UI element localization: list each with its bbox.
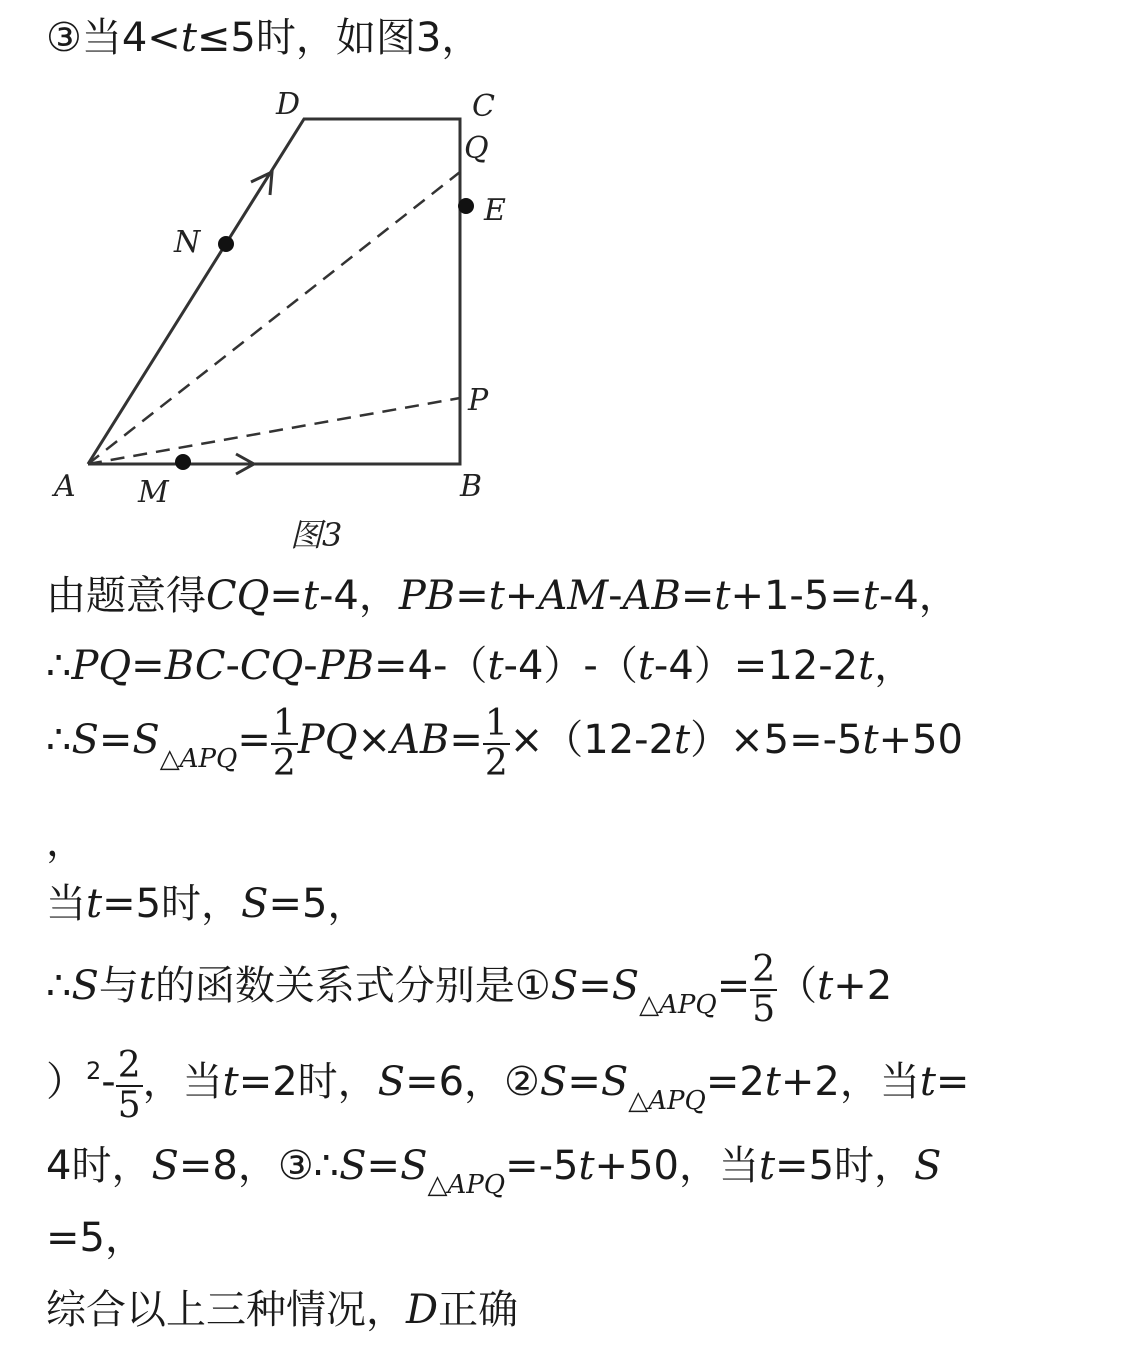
figure-caption: 图3 [290, 516, 343, 554]
solution-line-6: ∴S与t的函数关系式分别是$①S=S_{\triangle APQ}=$ $\frac{2}{5}$ （t+2 [46, 949, 893, 1030]
circled-three: ③ [46, 15, 82, 61]
solution-line-4: ， [46, 819, 86, 865]
label-n: N [174, 225, 201, 260]
label-a: A [54, 469, 76, 504]
label-b: B [460, 469, 483, 504]
solution-line-3: $\therefore S=S_{\triangle APQ}=$ $\frac{1}{2}$ PQ×AB= $\frac{1}{2}$ ×（12-2t）×5=-5t+50 [46, 703, 963, 784]
label-q: Q [464, 131, 489, 166]
header-line: ③当4<t≤5时，如图3， [46, 15, 482, 61]
point-n [218, 236, 234, 252]
fraction-two-fifths: $\frac{2}{5}$ [117, 1045, 141, 1126]
solution-line-5: 当t=5时，S=5， [46, 881, 368, 927]
solution-line-10: 综合以上三种情况，D正确 [46, 1287, 519, 1333]
point-m [175, 454, 191, 470]
label-d: D [276, 87, 301, 122]
fraction-two-fifths: $\frac{2}{5}$ [752, 949, 776, 1030]
label-c: C [472, 89, 495, 124]
label-m: M [138, 475, 169, 510]
solution-line-1: 由题意得CQ=t-4，PB=t+AM-AB=t+1-5=t-4， [46, 573, 959, 619]
dashed-ap [88, 398, 460, 464]
trapezoid-outline [88, 119, 460, 464]
label-e: E [484, 193, 506, 228]
point-e [458, 198, 474, 214]
solution-line-9: =5， [46, 1215, 145, 1261]
fraction-half: $\frac{1}{2}$ [272, 703, 296, 784]
solution-line-8: 4时，S=8，$③\therefore S=S_{\triangle APQ}=-5t+50$，当t=5时，S [46, 1143, 942, 1200]
solution-line-2: ∴PQ=BC-CQ-PB=4-（t-4）-（t-4）=12-2t， [46, 643, 915, 689]
label-p: P [468, 383, 489, 418]
trapezoid-figure [40, 76, 520, 556]
solution-line-7: ）$^2$- $\frac{2}{5}$ ，当t=2时，S=6，$②S=S_{\triangle APQ}=2t+2$，当t= [46, 1045, 970, 1126]
fraction-half: $\frac{1}{2}$ [484, 703, 508, 784]
dashed-aq [88, 172, 460, 464]
